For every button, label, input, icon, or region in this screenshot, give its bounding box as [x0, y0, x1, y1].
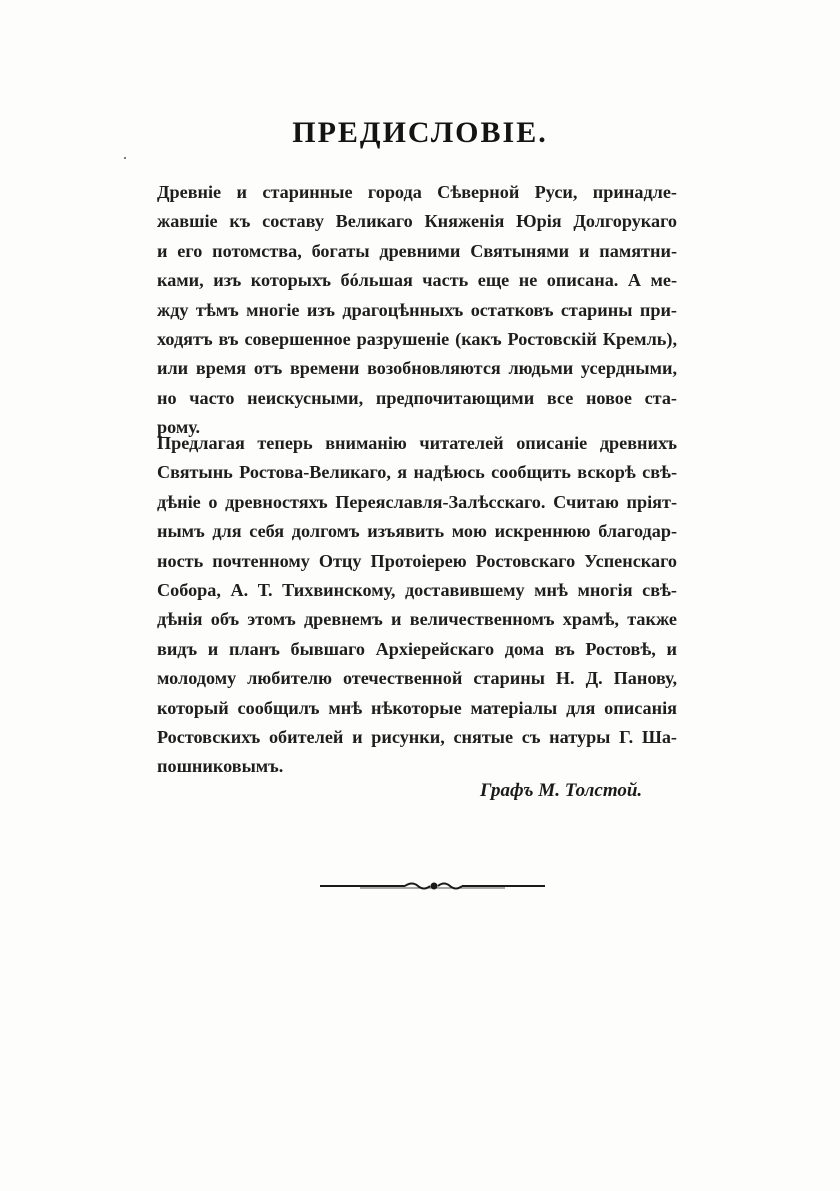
text-line: который сообщилъ мнѣ нѣкоторые матеріалы для описанія	[157, 697, 677, 718]
text-line: жду тѣмъ многіе изъ драгоцѣнныхъ остатковъ старины при-	[157, 299, 677, 320]
text-line: жавшіе къ составу Великаго Княженія Юрія Долгорукаго	[157, 211, 677, 232]
decorative-divider-ornament	[320, 876, 545, 896]
text-line: видъ и планъ бывшаго Архіерейскаго дома въ Ростовѣ, и	[157, 638, 677, 659]
text-line: ходятъ въ совершенное разрушеніе (какъ Ростовскій Кремль),	[157, 328, 677, 349]
paragraph-2	[157, 429, 677, 782]
paper-speck	[124, 157, 126, 159]
text-line: Древніе и старинные города Сѣверной Руси, принадле-	[157, 182, 677, 202]
paragraph-1	[157, 178, 677, 443]
text-line: Ростовскихъ обителей и рисунки, снятые съ натуры Г. Ша-	[157, 726, 677, 747]
text-line: рому.	[157, 417, 201, 438]
text-line: и его потомства, богаты древними Святынями и памятни-	[157, 240, 677, 261]
text-line: Собора, А. Т. Тихвинскому, доставившему мнѣ многія свѣ-	[157, 579, 677, 600]
page-title: ПРЕДИСЛОВІЕ.	[292, 116, 548, 149]
text-line: или время отъ времени возобновляются людьми усердными,	[157, 358, 677, 379]
text-line: молодому любителю отечественной старины Н. Д. Панову,	[157, 668, 677, 689]
text-line: Предлагая теперь вниманію читателей описаніе древнихъ	[157, 433, 677, 453]
author-signature: Графъ М. Толстой.	[480, 780, 643, 801]
text-line: ками, изъ которыхъ бóльшая часть еще не описана. А ме-	[157, 270, 677, 291]
text-line: нымъ для себя долгомъ изъявить мою искреннюю благодар-	[157, 521, 677, 542]
text-line: дѣніе о древностяхъ Переяславля-Залѣсскаго. Считаю пріят-	[157, 491, 677, 512]
text-line: пошниковымъ.	[157, 756, 284, 777]
text-line: ность почтенному Отцу Протоіерею Ростовскаго Успенскаго	[157, 550, 677, 571]
text-line: Святынь Ростова-Великаго, я надѣюсь сообщить вскорѣ свѣ-	[157, 462, 677, 483]
text-line: но часто неискусными, предпочитающими все новое ста-	[157, 387, 677, 408]
text-line: дѣнія объ этомъ древнемъ и величественномъ храмѣ, также	[157, 609, 677, 630]
